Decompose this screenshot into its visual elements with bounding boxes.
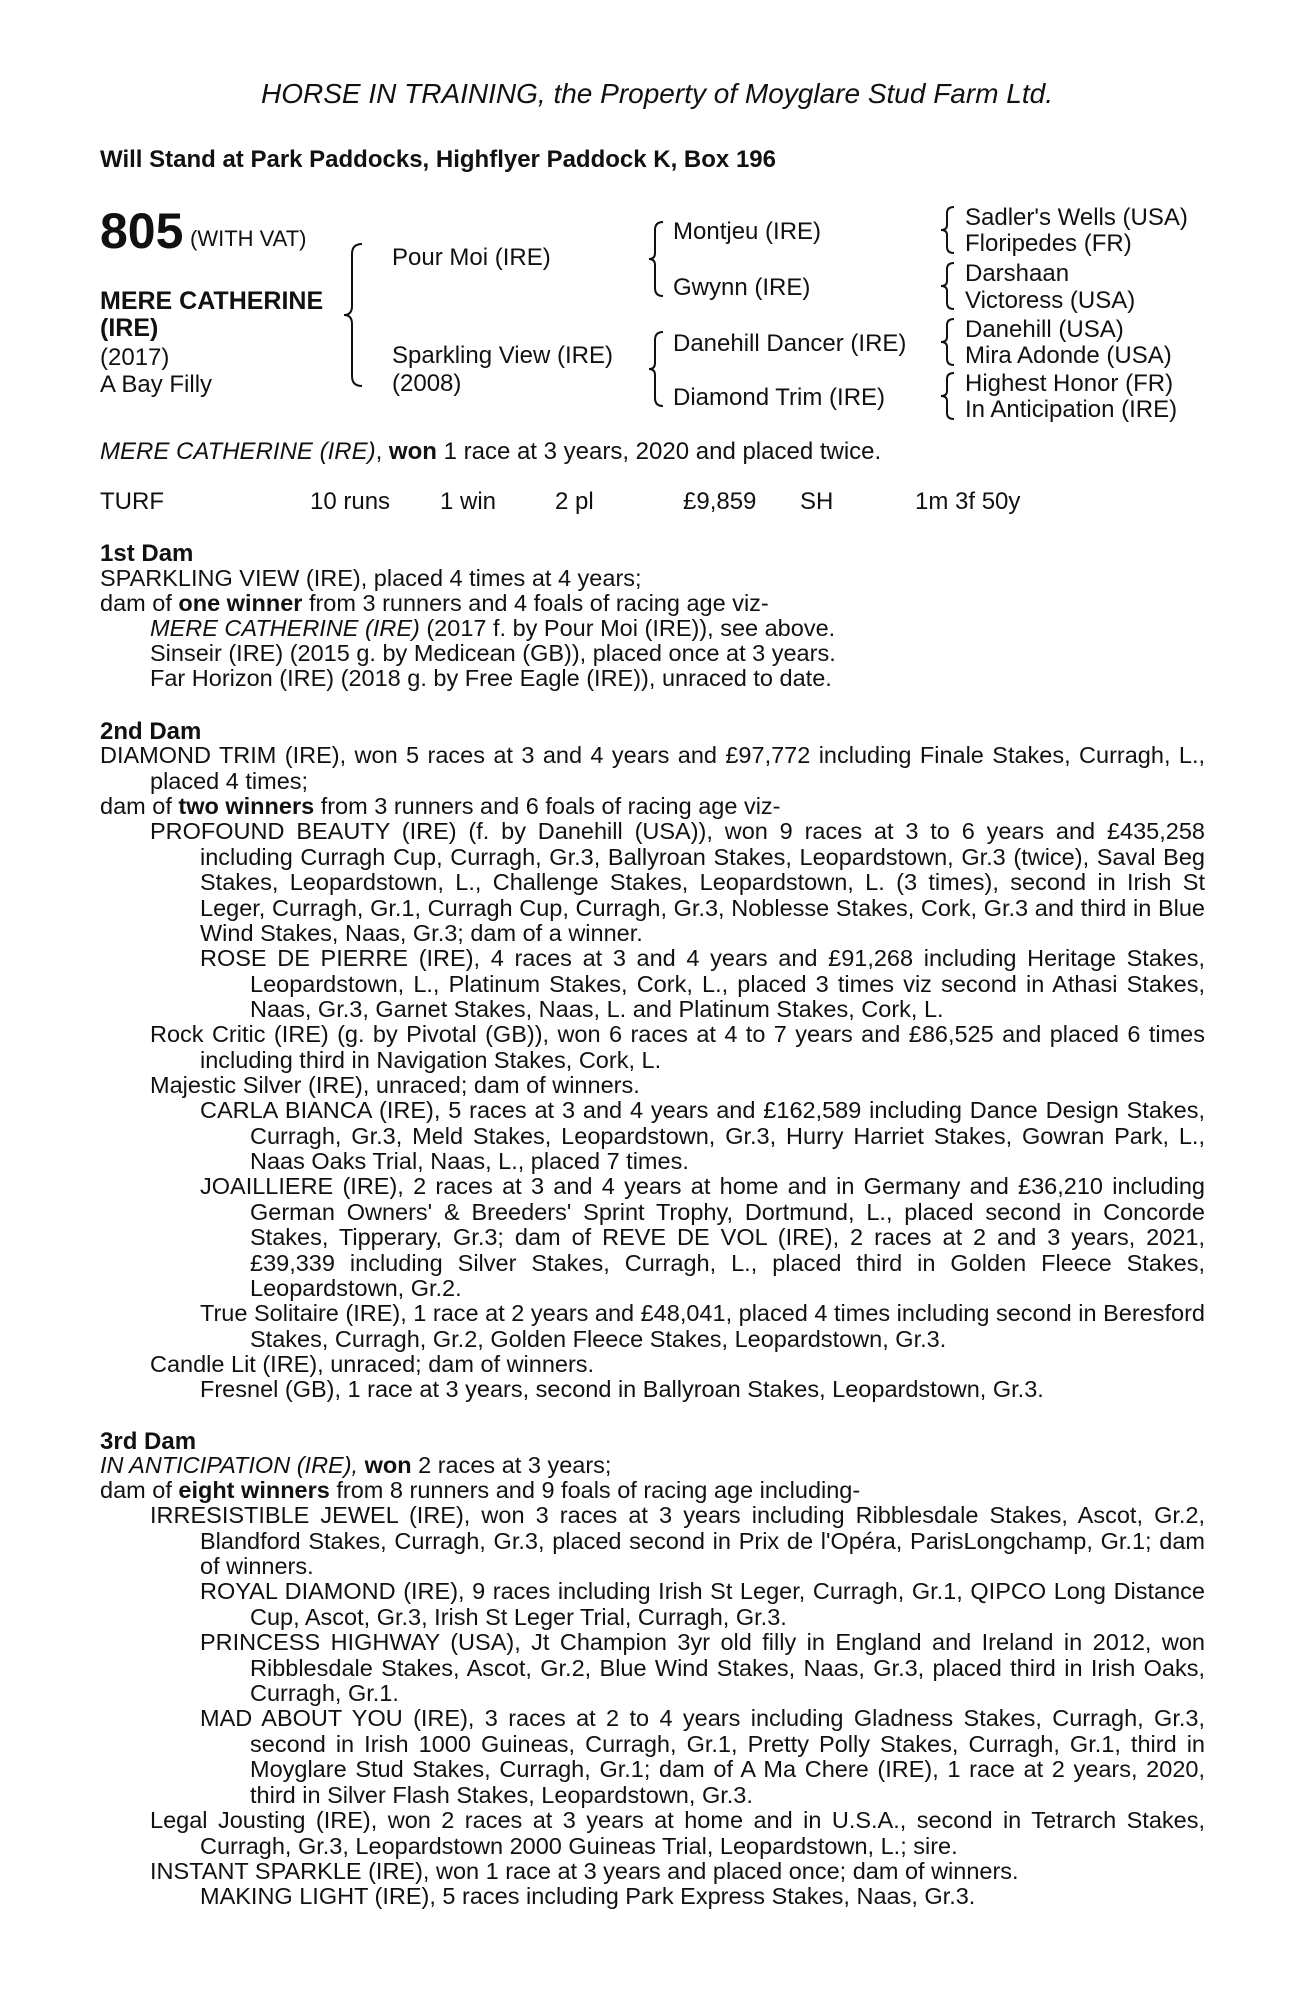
offspring-majestic-silver: Majestic Silver (IRE), unraced; dam of winners. bbox=[150, 1072, 640, 1098]
page-title: HORSE IN TRAINING, the Property of Moyglare Stud Farm Ltd. bbox=[260, 78, 1054, 109]
pedigree-dam-dam: Diamond Trim (IRE) bbox=[673, 384, 886, 411]
lot-number: 805 bbox=[100, 203, 184, 259]
second-dam-heading: 2nd Dam bbox=[100, 718, 202, 745]
stat-runs: 10 runs bbox=[310, 488, 391, 515]
first-dam-record: SPARKLING VIEW (IRE), placed 4 times at 4 years; bbox=[100, 565, 642, 591]
stat-wins: 1 win bbox=[440, 488, 497, 515]
offspring-true-solitaire: True Solitaire (IRE), 1 race at 2 years and £48,041, placed 4 times including second in Beresford Stakes, Curragh, Gr.2, Golden Fleece Stakes, Leopardstown, Gr.3. bbox=[200, 1300, 1205, 1352]
pedigree-brace-main bbox=[340, 240, 370, 390]
first-dam-offspring-1: MERE CATHERINE (IRE) (2017 f. by Pour Moi (IRE)), see above. bbox=[150, 615, 836, 641]
horse-name-line2: (IRE) bbox=[100, 314, 159, 342]
stat-surface: TURF bbox=[100, 488, 164, 515]
pedigree-sdd: Victoress (USA) bbox=[965, 287, 1136, 314]
pedigree-dam: Sparkling View (IRE) bbox=[392, 342, 613, 369]
pedigree-dsd: Mira Adonde (USA) bbox=[965, 342, 1172, 369]
pedigree-brace-ds bbox=[938, 316, 958, 368]
pedigree-brace-sire bbox=[645, 218, 669, 300]
pedigree-brace-sd bbox=[938, 260, 958, 312]
offspring-joailliere: JOAILLIERE (IRE), 2 races at 3 and 4 years at home and in Germany and £36,210 including German Owners' & Breeders' Sprint Trophy, Dortmund, L., placed second in Concorde Stakes, Tipperary, Gr.3; dam of REVE DE VOL (IRE), 2 races at 2 and 3 years, 2021, £39,339 including Silver Stakes, Curragh, L., placed third in Golden Fleece Stakes, Leopardstown, Gr.2. bbox=[200, 1173, 1205, 1301]
pedigree-brace-dd bbox=[938, 370, 958, 422]
offspring-mad-about-you: MAD ABOUT YOU (IRE), 3 races at 2 to 4 years including Gladness Stakes, Curragh, Gr.3, second in Irish 1000 Guineas, Curragh, Gr.1, Pretty Polly Stakes, Curragh, Gr.1, third in Moyglare Stud Stakes, Curragh, Gr.1; dam of A Ma Chere (IRE), 1 race at 2 years, 2020, third in Silver Flash Stakes, Leopardstown, Gr.3. bbox=[200, 1705, 1205, 1808]
offspring-profound-beauty: PROFOUND BEAUTY (IRE) (f. by Danehill (USA)), won 9 races at 3 to 6 years and £435,258 including Curragh Cup, Curragh, Gr.3, Ballyroan Stakes, Leopardstown, Gr.3 (twice), Saval Beg Stakes, Leopardstown, L., Challenge Stakes, Leopardstown, L. (3 times), second in Irish St Leger, Curragh, Gr.1, Curragh Cup, Curragh, Gr.3, Noblesse Stakes, Cork, Gr.3 and third in Blue Wind Stakes, Naas, Gr.3; dam of a winner. bbox=[150, 818, 1205, 946]
stat-placed: 2 pl bbox=[555, 488, 594, 515]
third-dam-record: IN ANTICIPATION (IRE), won 2 races at 3 years; bbox=[100, 1452, 612, 1478]
offspring-princess-highway: PRINCESS HIGHWAY (USA), Jt Champion 3yr old filly in England and Ireland in 2012, won Ribblesdale Stakes, Ascot, Gr.2, Blue Wind Stakes, Naas, Gr.3, placed third in Irish Oaks, Curragh, Gr.1. bbox=[200, 1629, 1205, 1706]
offspring-instant-sparkle: INSTANT SPARKLE (IRE), won 1 race at 3 years and placed once; dam of winners. bbox=[150, 1858, 1019, 1884]
offspring-candle-lit: Candle Lit (IRE), unraced; dam of winners. bbox=[150, 1351, 595, 1377]
pedigree-brace-ss bbox=[938, 204, 958, 256]
offspring-royal-diamond: ROYAL DIAMOND (IRE), 9 races including Irish St Leger, Curragh, Gr.1, QIPCO Long Distance Cup, Ascot, Gr.3, Irish St Leger Trial, Curragh, Gr.3. bbox=[200, 1578, 1205, 1630]
offspring-rock-critic: Rock Critic (IRE) (g. by Pivotal (GB)), won 6 races at 4 to 7 years and £86,525 and placed 6 times including third in Navigation Stakes, Cork, L. bbox=[150, 1021, 1205, 1073]
pedigree-dam-year: (2008) bbox=[392, 370, 462, 397]
horse-description: A Bay Filly bbox=[100, 371, 213, 398]
first-dam-offspring-3: Far Horizon (IRE) (2018 g. by Free Eagle (IRE)), unraced to date. bbox=[150, 665, 832, 691]
summary-text: 1 race at 3 years, 2020 and placed twice. bbox=[436, 438, 882, 465]
horse-name-line1: MERE CATHERINE bbox=[100, 287, 324, 315]
stat-earnings: £9,859 bbox=[683, 488, 757, 515]
offspring-fresnel: Fresnel (GB), 1 race at 3 years, second in Ballyroan Stakes, Leopardstown, Gr.3. bbox=[200, 1376, 1044, 1402]
vat-label: (WITH VAT) bbox=[190, 226, 307, 251]
first-dam-produce: dam of one winner from 3 runners and 4 foals of racing age viz- bbox=[100, 590, 769, 616]
third-dam-produce: dam of eight winners from 8 runners and 9 foals of racing age including- bbox=[100, 1477, 861, 1503]
race-summary: MERE CATHERINE (IRE), won 1 race at 3 years, 2020 and placed twice. bbox=[100, 438, 882, 465]
pedigree-dds: Highest Honor (FR) bbox=[965, 370, 1174, 397]
third-dam-heading: 3rd Dam bbox=[100, 1428, 197, 1455]
summary-horse-name: MERE CATHERINE (IRE) bbox=[100, 438, 376, 465]
pedigree-sire-sire: Montjeu (IRE) bbox=[673, 218, 822, 245]
pedigree-ssd: Floripedes (FR) bbox=[965, 230, 1132, 257]
offspring-carla-bianca: CARLA BIANCA (IRE), 5 races at 3 and 4 years and £162,589 including Dance Design Stakes, Curragh, Gr.3, Meld Stakes, Leopardstown, Gr.3, Hurry Harriet Stakes, Gowran Park, L., Naas Oaks Trial, Naas, L., placed 7 times. bbox=[200, 1097, 1205, 1174]
stand-location: Will Stand at Park Paddocks, Highflyer Paddock K, Box 196 bbox=[100, 146, 776, 173]
offspring-legal-jousting: Legal Jousting (IRE), won 2 races at 3 years at home and in U.S.A., second in Tetrarch Stakes, Curragh, Gr.3, Leopardstown 2000 Guineas Trial, Leopardstown, L.; sire. bbox=[150, 1807, 1205, 1859]
offspring-rose-de-pierre: ROSE DE PIERRE (IRE), 4 races at 3 and 4 years and £91,268 including Heritage Stakes, Leopardstown, L., Platinum Stakes, Cork, L., placed 3 times viz second in Athasi Stakes, Naas, Gr.3, Garnet Stakes, Naas, L. and Platinum Stakes, Cork, L. bbox=[200, 945, 1205, 1022]
stat-going: SH bbox=[800, 488, 834, 515]
summary-won: won bbox=[388, 438, 437, 465]
first-dam-offspring-2: Sinseir (IRE) (2015 g. by Medicean (GB)), placed once at 3 years. bbox=[150, 640, 836, 666]
pedigree-ddd: In Anticipation (IRE) bbox=[965, 396, 1178, 423]
pedigree-sds: Darshaan bbox=[965, 260, 1070, 287]
pedigree-sire: Pour Moi (IRE) bbox=[392, 244, 551, 271]
pedigree-sire-dam: Gwynn (IRE) bbox=[673, 274, 811, 301]
second-dam-record: DIAMOND TRIM (IRE), won 5 races at 3 and 4 years and £97,772 including Finale Stakes, Curragh, L., placed 4 times; bbox=[100, 742, 1205, 794]
pedigree-dam-sire: Danehill Dancer (IRE) bbox=[673, 330, 907, 357]
offspring-irresistible-jewel: IRRESISTIBLE JEWEL (IRE), won 3 races at 3 years including Ribblesdale Stakes, Ascot, Gr.2, Blandford Stakes, Curragh, Gr.3, placed second in Prix de l'Opéra, ParisLongchamp, Gr.1; dam of winners. bbox=[150, 1502, 1205, 1579]
offspring-making-light: MAKING LIGHT (IRE), 5 races including Park Express Stakes, Naas, Gr.3. bbox=[200, 1883, 976, 1909]
pedigree-dss: Danehill (USA) bbox=[965, 316, 1124, 343]
second-dam-produce: dam of two winners from 3 runners and 6 foals of racing age viz- bbox=[100, 793, 781, 819]
stat-distance: 1m 3f 50y bbox=[915, 488, 1021, 515]
pedigree-sss: Sadler's Wells (USA) bbox=[965, 204, 1188, 231]
pedigree-brace-dam bbox=[645, 328, 669, 410]
first-dam-heading: 1st Dam bbox=[100, 540, 194, 567]
horse-year: (2017) bbox=[100, 344, 170, 371]
